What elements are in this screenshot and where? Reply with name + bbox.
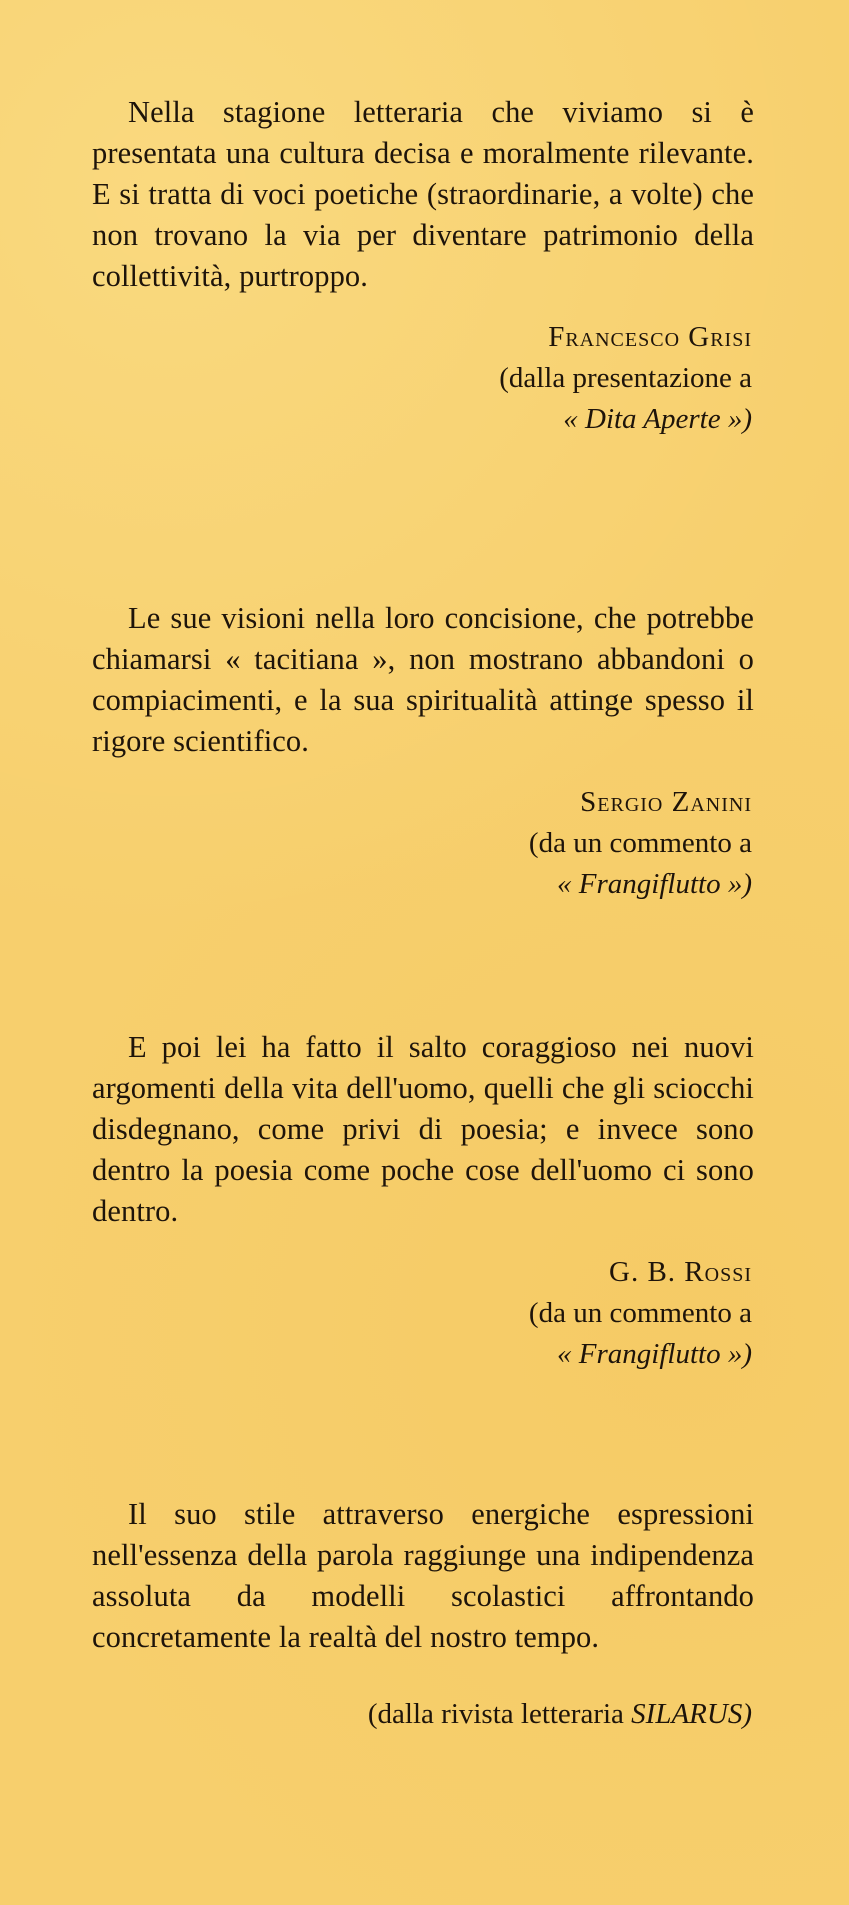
source-line: (dalla rivista letteraria (367, 1698, 624, 1730)
quote-text (92, 1494, 754, 1658)
attribution (92, 782, 754, 905)
source-line: (da un commento a (528, 827, 752, 859)
source-line: (dalla presentazione a (499, 362, 752, 394)
attribution (92, 1252, 754, 1375)
quote-body: Le sue visioni nella loro concisione, che potrebbe chiamarsi « tacitiana », non mostrano abbandoni o compiacimenti, e la sua spiritualità attinge spesso il rigore scientifico. (92, 601, 754, 758)
author-name: Sergio Zanini (580, 786, 752, 818)
attribution (92, 317, 754, 440)
author-name: Francesco Grisi (548, 321, 752, 353)
quote-body: Il suo stile attraverso energiche espressioni nell'essenza della parola raggiunge una indipendenza assoluta da modelli scolastici affrontando concretamente la realtà del nostro tempo. (92, 1497, 754, 1654)
attribution (92, 1694, 754, 1735)
quote-block-silarus (92, 1494, 754, 1735)
quote-block-rossi (92, 1027, 754, 1375)
quote-body: E poi lei ha fatto il salto coraggioso nei nuovi argomenti della vita dell'uomo, quelli che gli sciocchi disdegnano, come privi di poesia; e invece sono dentro la poesia come poche cose dell'uomo ci sono dentro. (92, 1030, 754, 1228)
source-line: (da un commento a (528, 1297, 752, 1329)
quote-text (92, 1027, 754, 1232)
quote-block-grisi (92, 92, 754, 440)
quote-body: Nella stagione letteraria che viviamo si è presentata una cultura decisa e moralmente rilevante. E si tratta di voci poetiche (straordinarie, a volte) che non trovano la via per diventare patrimonio della collettività, purtroppo. (92, 95, 754, 293)
quote-text (92, 598, 754, 762)
author-name: G. B. Rossi (609, 1256, 752, 1288)
quote-block-zanini (92, 598, 754, 905)
source-title: SILARUS) (631, 1698, 752, 1730)
source-title: « Dita Aperte ») (563, 403, 752, 435)
source-title: « Frangiflutto ») (557, 868, 752, 900)
quote-text (92, 92, 754, 297)
source-title: « Frangiflutto ») (557, 1338, 752, 1370)
